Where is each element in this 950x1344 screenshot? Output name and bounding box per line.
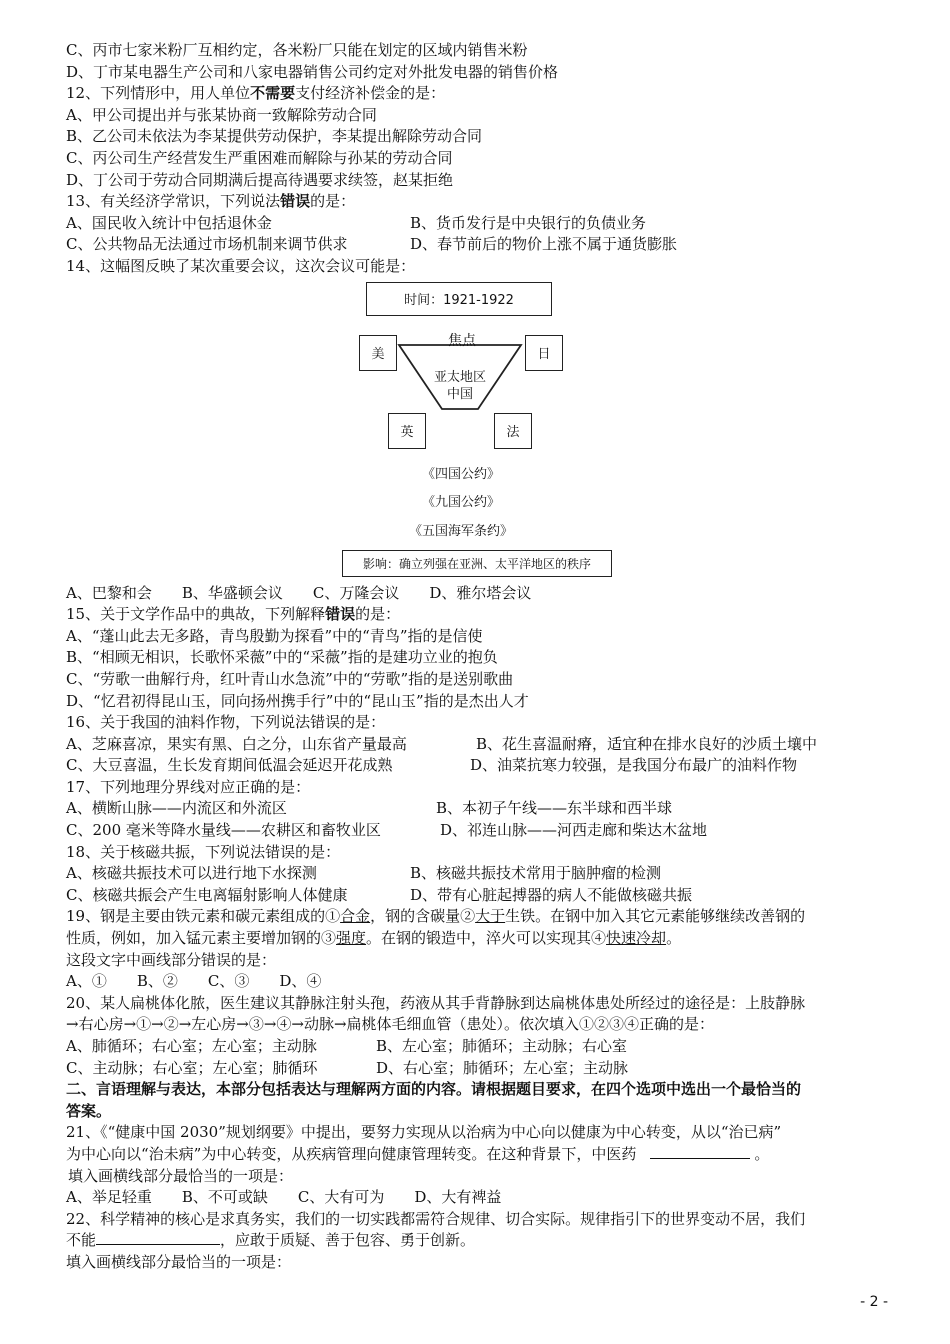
q13-option-b: B、货币发行是中央银行的负债业务: [410, 213, 647, 232]
q22-answer-blank: [96, 1230, 220, 1245]
impact-box: 影响：确立列强在亚洲、太平洋地区的秩序: [342, 550, 612, 577]
q20-option-b: B、左心室；肺循环；主动脉；右心室: [376, 1037, 628, 1055]
usa-box: 美: [359, 335, 397, 371]
focus-label: 焦点: [448, 332, 476, 349]
q17-option-c: C、200 毫米等降水量线——农耕区和畜牧业区: [66, 821, 381, 840]
q13-option-d: D、春节前后的物价上涨不属于通货膨胀: [410, 235, 678, 254]
q19-underline-1: 合金: [340, 907, 371, 926]
time-box: 时间：1921-1922: [366, 282, 552, 316]
q17-option-d: D、祁连山脉——河西走廊和柴达木盆地: [440, 821, 708, 840]
region-label: 亚太地区: [433, 369, 486, 385]
q18-option-a: A、核磁共振技术可以进行地下水探测: [66, 864, 317, 883]
q20-options-row2: [66, 1058, 886, 1080]
q17-option-a: A、横断山脉——内流区和外流区: [66, 799, 287, 818]
q14-options: A、巴黎和会 B、华盛顿会议 C、万隆会议 D、雅尔塔会议: [66, 583, 532, 602]
q12-option-c: C、丙公司生产经营发生严重困难而解除与孙某的劳动合同: [66, 148, 453, 167]
q18-option-d: D、带有心脏起搏器的病人不能做核磁共振: [410, 885, 693, 904]
q19-stem-line1: 19、钢是主要由铁元素和碳元素组成的①合金，钢的含碳量②大于生铁。在钢中加入其它元素能够继续改善钢的: [66, 907, 806, 926]
uk-box: 英: [388, 413, 426, 449]
q16-options-row1: [66, 734, 886, 756]
q21-stem-line1: 21、《“健康中国 2030”规划纲要》中提出，要努力实现从以治病为中心向以健康为中心转变，从以“治已病”: [66, 1123, 782, 1142]
japan-box: 日: [525, 335, 563, 371]
treaty-four-power: 《四国公约》: [421, 466, 500, 482]
q11-option-c: C、丙市七家米粉厂互相约定，各米粉厂只能在划定的区域内销售米粉: [66, 41, 528, 59]
section2-heading-line1: 二、言语理解与表达，本部分包括表达与理解两方面的内容。请根据题目要求，在四个选项中选出一个最恰当的: [66, 1080, 802, 1099]
q17-stem: 17、下列地理分界线对应正确的是：: [66, 777, 311, 796]
q15-option-a: A、“蓬山此去无多路，青鸟殷勤为探看”中的“青鸟”指的是信使: [66, 626, 483, 645]
q16-stem: 16、关于我国的油料作物，下列说法错误的是：: [66, 713, 386, 732]
treaty-nine-power: 《九国公约》: [421, 494, 500, 510]
q14-stem: 14、这幅图反映了某次重要会议，这次会议可能是：: [66, 256, 416, 275]
q22-stem-line1: 22、科学精神的核心是求真务实，我们的一切实践都需符合规律、切合实际。规律指引下的世界变动不居，我们: [66, 1209, 806, 1228]
q20-option-d: D、右心室；肺循环；左心室；主动脉: [376, 1058, 629, 1077]
q11-option-d: D、丁市某电器生产公司和八家电器销售公司约定对外批发电器的销售价格: [66, 62, 559, 81]
q15-stem: 15、关于文学作品中的典故，下列解释错误的是：: [66, 605, 401, 624]
page-number: - 2 -: [860, 1294, 888, 1310]
q16-option-c: C、大豆喜温，生长发育期间低温会延迟开花成熟: [66, 756, 393, 775]
q13-option-c: C、公共物品无法通过市场机制来调节供求: [66, 235, 348, 254]
q15-emphasis: 错误: [325, 605, 356, 624]
q15-option-c: C、“劳歌一曲解行舟，红叶青山水急流”中的“劳歌”指的是送别歌曲: [66, 669, 514, 688]
section2-heading-line2: 答案。: [66, 1101, 112, 1120]
q16-option-b: B、花生喜温耐瘠，适宜种在排水良好的沙质土壤中: [476, 734, 818, 753]
q17-option-b: B、本初子午线——东半球和西半球: [436, 799, 673, 818]
q12-option-a: A、甲公司提出并与张某协商一致解除劳动合同: [66, 105, 377, 124]
france-box: 法: [494, 413, 532, 449]
q20-option-a: A、肺循环；右心室；左心室；主动脉: [66, 1037, 317, 1055]
q16-option-a: A、芝麻喜凉，果实有黑、白之分，山东省产量最高: [66, 734, 407, 753]
q19-underline-4: 快速冷却: [606, 929, 667, 948]
q15-option-d: D、“忆君初得昆山玉，同向扬州携手行”中的“昆山玉”指的是杰出人才: [66, 691, 529, 710]
q12-emphasis: 不需要: [250, 84, 296, 103]
q21-answer-blank: [650, 1144, 750, 1159]
q22-prompt: 填入画横线部分最恰当的一项是：: [66, 1252, 292, 1271]
q22-stem-line2: 不能 ，应敢于质疑、善于包容、勇于创新。: [66, 1231, 476, 1250]
q19-underline-3: 强度: [336, 929, 367, 948]
q15-option-b: B、“相顾无相识，长歌怀采薇”中的“采薇”指的是建功立业的抱负: [66, 648, 498, 667]
exam-page: [66, 40, 886, 1274]
q18-options-row1: [66, 863, 886, 885]
q17-options-row1: [66, 798, 886, 820]
q18-option-b: B、核磁共振技术常用于脑肿瘤的检测: [410, 864, 662, 883]
q13-options-row2: [66, 234, 886, 256]
q21-options: A、举足轻重 B、不可或缺 C、大有可为 D、大有裨益: [66, 1188, 502, 1207]
q17-options-row2: [66, 820, 886, 842]
q20-stem-line2: →右心房→①→②→左心房→③→④→动脉→扁桃体毛细血管（患处）。依次填入①②③④正确的是：: [66, 1015, 715, 1034]
q12-option-b: B、乙公司未依法为李某提供劳动保护，李某提出解除劳动合同: [66, 127, 483, 146]
q12-stem: 12、下列情形中，用人单位不需要支付经济补偿金的是：: [66, 84, 446, 103]
q13-emphasis: 错误: [280, 192, 311, 211]
washington-conference-diagram: [66, 278, 886, 583]
q19-options: A、① B、② C、③ D、④: [66, 972, 322, 991]
q21-stem-line2: 为中心向以“治未病”为中心转变，从疾病管理向健康管理转变。在这种背景下，中医药 。: [66, 1144, 770, 1163]
q16-options-row2: [66, 755, 886, 777]
q19-prompt: 这段文字中画线部分错误的是：: [66, 950, 277, 969]
q20-options-row1: [66, 1036, 886, 1058]
q21-prompt: 填入画横线部分最恰当的一项是：: [68, 1166, 294, 1185]
q20-option-c: C、主动脉；右心室；左心室；肺循环: [66, 1058, 318, 1077]
china-label: 中国: [446, 386, 473, 402]
q13-options-row1: [66, 213, 886, 235]
q18-option-c: C、核磁共振会产生电离辐射影响人体健康: [66, 885, 348, 904]
q13-option-a: A、国民收入统计中包括退休金: [66, 213, 272, 232]
q12-option-d: D、丁公司于劳动合同期满后提高待遇要求续签，赵某拒绝: [66, 170, 454, 189]
q20-stem-line1: 20、某人扁桃体化脓，医生建议其静脉注射头孢，药液从其手背静脉到达扁桃体患处所经过的途径是：上肢静脉: [66, 993, 806, 1012]
treaty-five-power-naval: 《五国海军条约》: [408, 523, 513, 539]
q16-option-d: D、油菜抗寒力较强，是我国分布最广的油料作物: [470, 756, 798, 775]
q18-stem: 18、关于核磁共振，下列说法错误的是：: [66, 842, 341, 861]
q19-underline-2: 大于: [475, 907, 506, 926]
q18-options-row2: [66, 885, 886, 907]
q13-stem: 13、有关经济学常识，下列说法错误的是：: [66, 192, 356, 211]
q19-stem-line2: 性质，例如，加入锰元素主要增加钢的③强度。在钢的锻造中，淬火可以实现其④快速冷却。: [66, 929, 682, 948]
